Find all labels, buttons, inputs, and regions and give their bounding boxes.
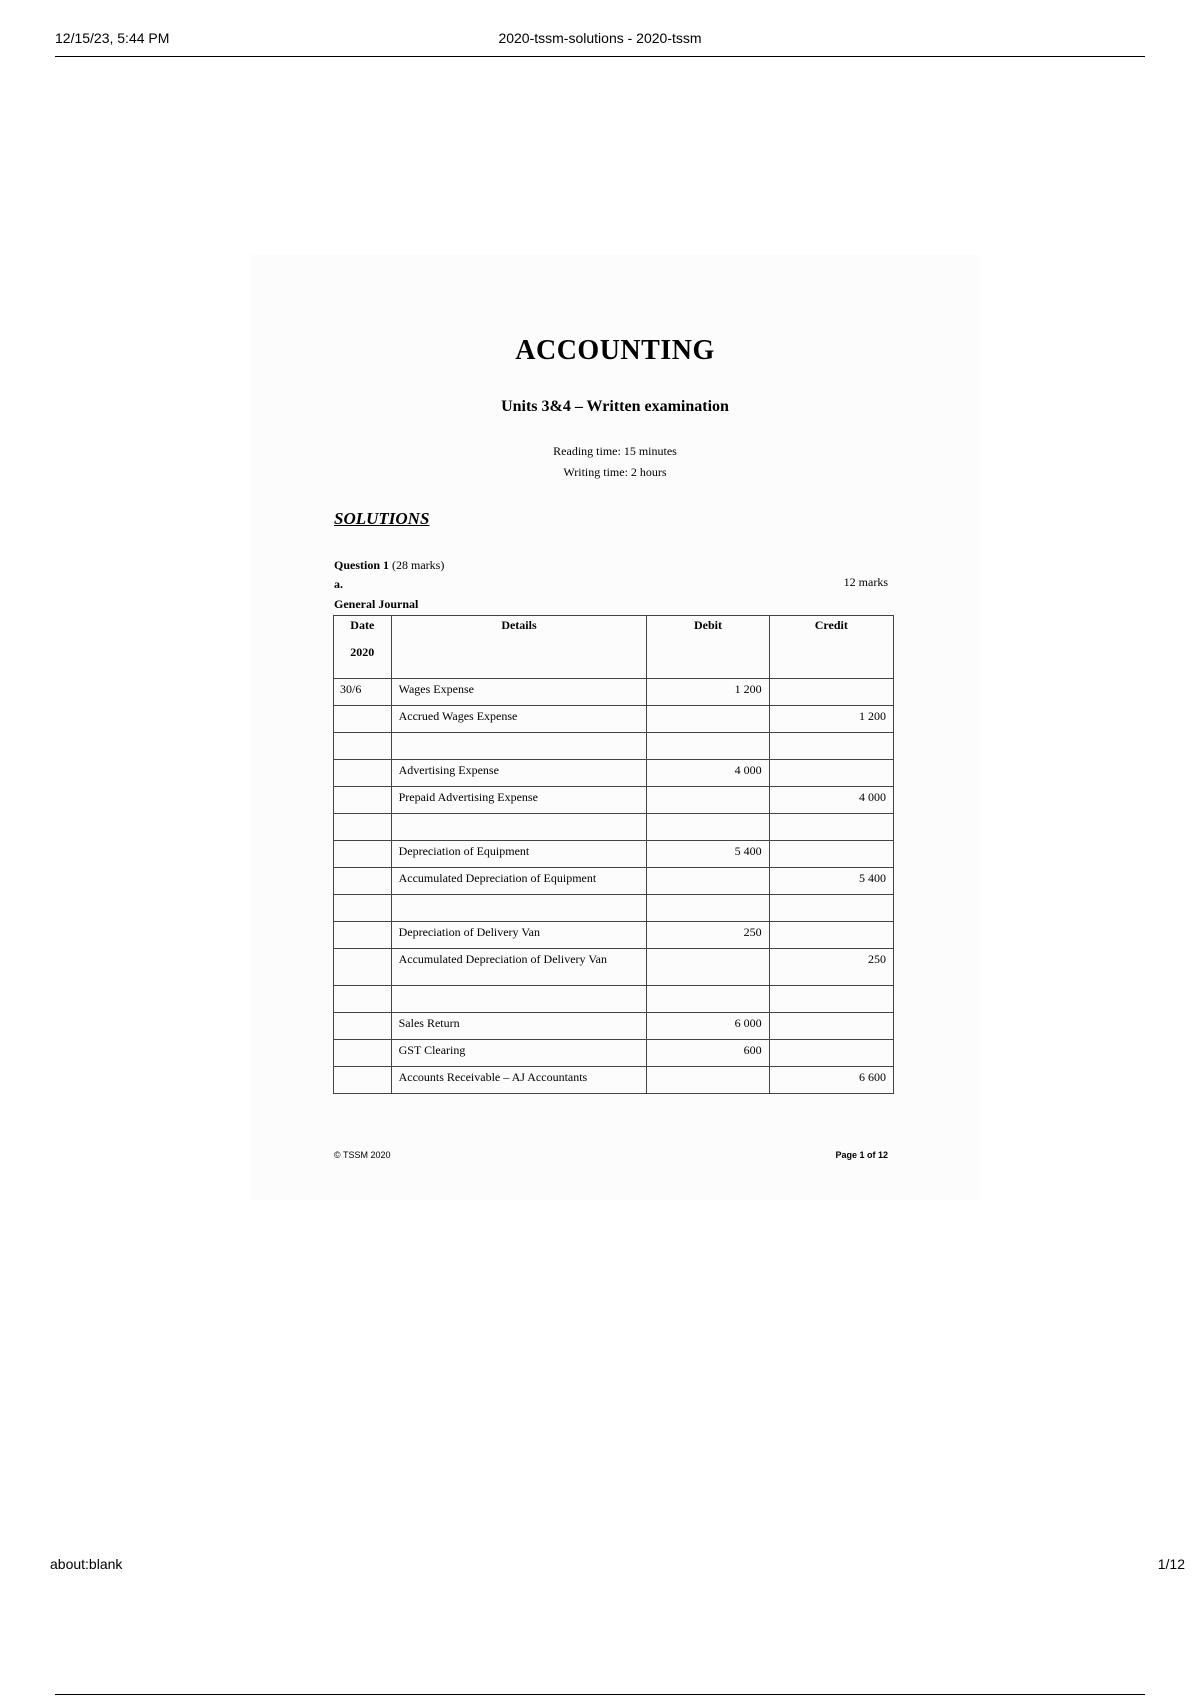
details-column-header: Details	[391, 616, 647, 679]
reading-time: Reading time: 15 minutes	[553, 444, 677, 458]
row-credit	[769, 1040, 893, 1067]
row-date	[334, 760, 392, 787]
copyright-notice: © TSSM 2020	[334, 1150, 391, 1160]
row-credit	[769, 895, 893, 922]
table-row	[334, 787, 894, 814]
row-details: Accumulated Depreciation of Delivery Van	[391, 949, 647, 986]
row-debit	[647, 868, 769, 895]
row-credit	[769, 733, 893, 760]
table-row	[334, 814, 894, 841]
row-credit	[769, 679, 893, 706]
row-debit	[647, 1067, 769, 1094]
general-journal-table	[333, 615, 894, 1094]
row-date	[334, 986, 392, 1013]
row-details: Accumulated Depreciation of Equipment	[391, 868, 647, 895]
table-row	[334, 1040, 894, 1067]
part-label: a.	[334, 577, 343, 591]
row-date	[334, 706, 392, 733]
print-url: about:blank	[50, 1556, 123, 1572]
print-datetime: 12/15/23, 5:44 PM	[55, 30, 170, 46]
row-date	[334, 787, 392, 814]
row-debit: 1 200	[647, 679, 769, 706]
row-date: 30/6	[334, 679, 392, 706]
row-credit	[769, 922, 893, 949]
row-date	[334, 1067, 392, 1094]
row-details	[391, 733, 647, 760]
date-header-label: Date	[350, 618, 375, 632]
debit-column-header: Debit	[647, 616, 769, 679]
row-details: Advertising Expense	[391, 760, 647, 787]
table-row	[334, 1013, 894, 1040]
row-credit	[769, 986, 893, 1013]
document-page-number: Page 1 of 12	[835, 1150, 888, 1160]
part-marks: 12 marks	[843, 575, 888, 589]
row-date	[334, 841, 392, 868]
row-details: Wages Expense	[391, 679, 647, 706]
journal-label: General Journal	[334, 597, 419, 611]
header-divider	[55, 56, 1145, 57]
row-date	[334, 868, 392, 895]
row-debit	[647, 733, 769, 760]
row-credit: 6 600	[769, 1067, 893, 1094]
row-details: Accrued Wages Expense	[391, 706, 647, 733]
row-date	[334, 733, 392, 760]
row-date	[334, 814, 392, 841]
table-row	[334, 706, 894, 733]
row-debit: 5 400	[647, 841, 769, 868]
row-debit	[647, 706, 769, 733]
row-credit	[769, 814, 893, 841]
row-credit	[769, 760, 893, 787]
row-debit	[647, 814, 769, 841]
document-subtitle: Units 3&4 – Written examination	[501, 398, 729, 415]
date-column-header	[334, 616, 392, 679]
document-page	[250, 255, 980, 1200]
row-debit	[647, 787, 769, 814]
row-date	[334, 949, 392, 986]
print-document-title: 2020-tssm-solutions - 2020-tssm	[498, 30, 702, 46]
solutions-heading: SOLUTIONS	[334, 509, 430, 528]
table-row	[334, 895, 894, 922]
row-credit	[769, 841, 893, 868]
row-details: Sales Return	[391, 1013, 647, 1040]
table-row	[334, 868, 894, 895]
question-label: Question 1	[334, 558, 390, 572]
print-header	[55, 30, 1145, 58]
year-header-label: 2020	[350, 645, 375, 659]
row-debit: 4 000	[647, 760, 769, 787]
row-date	[334, 1040, 392, 1067]
row-credit: 5 400	[769, 868, 893, 895]
table-row	[334, 679, 894, 706]
table-row	[334, 986, 894, 1013]
credit-column-header: Credit	[769, 616, 893, 679]
table-row	[334, 949, 894, 986]
row-details: Accounts Receivable – AJ Accountants	[391, 1067, 647, 1094]
document-title: ACCOUNTING	[515, 335, 715, 366]
row-debit	[647, 949, 769, 986]
row-details: Prepaid Advertising Expense	[391, 787, 647, 814]
footer-divider	[55, 1694, 1145, 1695]
table-row	[334, 922, 894, 949]
row-date	[334, 895, 392, 922]
row-date	[334, 922, 392, 949]
table-row	[334, 733, 894, 760]
table-row	[334, 1067, 894, 1094]
row-date	[334, 1013, 392, 1040]
row-credit: 4 000	[769, 787, 893, 814]
table-row	[334, 760, 894, 787]
row-details	[391, 986, 647, 1013]
row-credit: 1 200	[769, 706, 893, 733]
exam-times	[250, 441, 980, 483]
row-details	[391, 814, 647, 841]
row-details: GST Clearing	[391, 1040, 647, 1067]
table-header-row	[334, 616, 894, 679]
table-row	[334, 841, 894, 868]
row-credit	[769, 1013, 893, 1040]
print-page-count: 1/12	[1157, 1556, 1185, 1572]
question-marks: (28 marks)	[389, 558, 445, 572]
row-debit: 6 000	[647, 1013, 769, 1040]
row-details: Depreciation of Equipment	[391, 841, 647, 868]
row-debit	[647, 895, 769, 922]
row-credit: 250	[769, 949, 893, 986]
writing-time: Writing time: 2 hours	[563, 465, 667, 479]
question-heading	[334, 558, 444, 573]
row-debit: 600	[647, 1040, 769, 1067]
row-details	[391, 895, 647, 922]
row-debit: 250	[647, 922, 769, 949]
row-details: Depreciation of Delivery Van	[391, 922, 647, 949]
row-debit	[647, 986, 769, 1013]
